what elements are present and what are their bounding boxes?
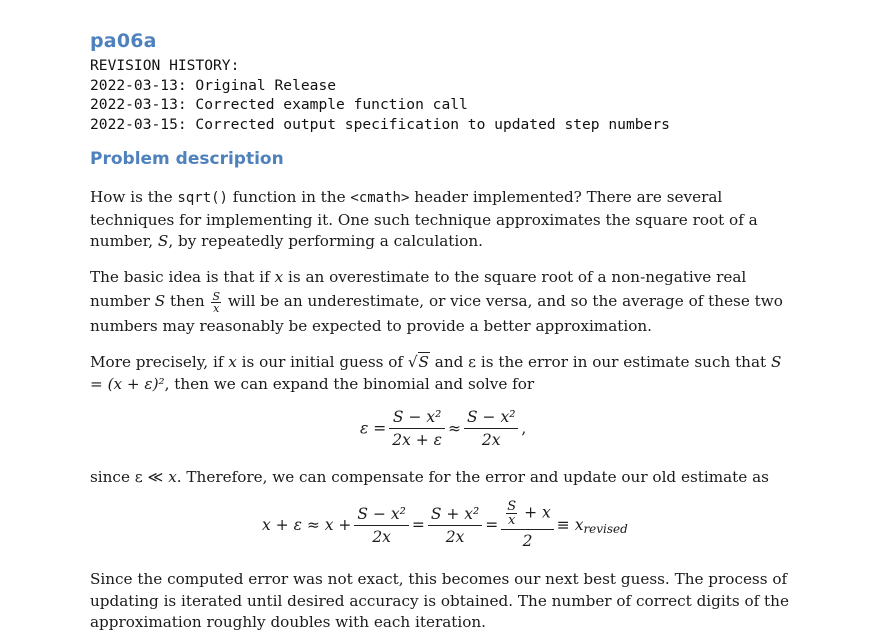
revision-line: 2022-03-13: Original Release — [90, 76, 337, 94]
revision-line: REVISION HISTORY: — [90, 57, 240, 74]
section-heading: Problem description — [90, 149, 284, 169]
fraction-s-over-x: $\frac{S}{x}$ — [212, 289, 221, 315]
fraction-error-approx: $\frac{\text{S − x²}}{2x}$ — [464, 408, 518, 449]
sqrt-s: √S — [407, 353, 429, 371]
equation-update: x + ε ≈ x + $\frac{\text{S − x²}}{2x}$ = $\frac{\text{S + x²}}{2x}$ = $\frac{S}{x}$ + x 2 ≡ $x_{revised}$ — [262, 499, 628, 550]
document-title: pa06a — [90, 30, 157, 52]
paragraph-basic-idea: The basic idea is that if x is an overestimate to the square root of a non-negative real number S then $\frac{S}{x}$ will be an underestimate, or vice versa, and so the average of these two numbers may reasonably be expected to provide a better approximation. — [90, 268, 783, 335]
fraction-update-3: $\frac{S}{x}$ + x 2 — [501, 500, 554, 550]
code-cmath: <cmath> — [350, 190, 410, 206]
paragraph-iteration: Since the computed error was not exact, this becomes our next best guess. The process of updating is iterated until desired accuracy is obtained. The number of correct digits of the approximation roughly doubles with each iteration. — [90, 570, 789, 631]
paragraph-intro: How is the sqrt() function in the <cmath> header implemented? There are several techniques for implementing it. One such technique approximates the square root of a number, S, by repeatedly performing a calculation. — [90, 188, 758, 250]
equation-error: ε = $\frac{\text{S − x²}}{2x + \varepsilon}$ ≈ $\frac{\text{S − x²}}{2x}$ , — [360, 408, 527, 449]
fraction-update-1: $\frac{\text{S − x²}}{2x}$ — [354, 505, 408, 546]
paragraph-since: since ε ≪ x. Therefore, we can compensate for the error and update our old estimate as — [90, 468, 769, 486]
revision-history — [90, 56, 670, 135]
fraction-error-exact: $\frac{\text{S − x²}}{2x + \varepsilon}$ — [389, 408, 445, 449]
fraction-update-2: $\frac{\text{S + x²}}{2x}$ — [428, 505, 482, 546]
revision-line: 2022-03-15: Corrected output specification to updated step numbers — [90, 116, 670, 134]
paragraph-precisely: More precisely, if x is our initial guess of √S and ε is the error in our estimate such that S = (x + ε)², then we can expand the binomial and solve for — [90, 353, 782, 393]
revision-line: 2022-03-13: Corrected example function call — [90, 96, 468, 114]
code-sqrt: sqrt() — [177, 190, 228, 206]
